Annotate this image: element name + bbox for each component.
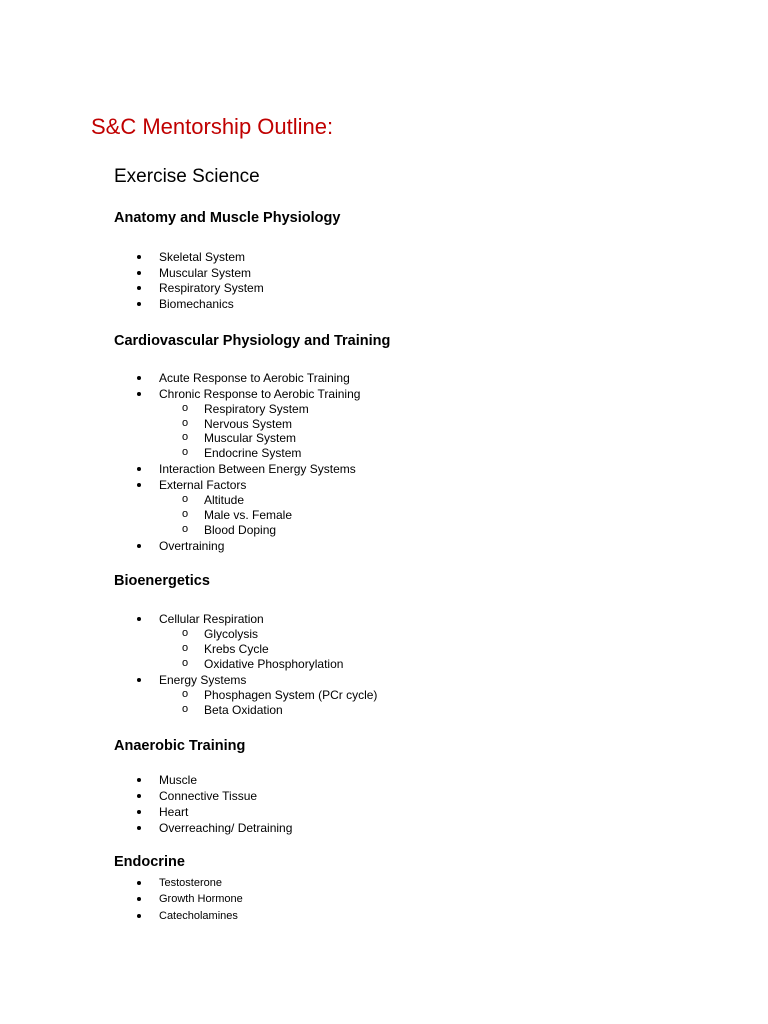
topic-heading-anatomy: Anatomy and Muscle Physiology xyxy=(114,210,341,226)
list-item: Biomechanics xyxy=(159,297,234,311)
list-item: Overtraining xyxy=(159,539,225,553)
list-item: Muscular System xyxy=(159,266,252,280)
topic-heading-anaerobic: Anaerobic Training xyxy=(114,738,246,754)
sub-list-item: o Endocrine System xyxy=(204,446,301,460)
list-item: Connective Tissue xyxy=(159,789,258,803)
list-item: Respiratory System xyxy=(159,281,264,295)
sub-list-item: o Krebs Cycle xyxy=(204,642,269,656)
list-item: Acute Response to Aerobic Training xyxy=(159,371,350,385)
list-item: Overreaching/ Detraining xyxy=(159,821,293,835)
sub-list-item: o Respiratory System xyxy=(204,402,309,416)
topic-heading-bioenergetics: Bioenergetics xyxy=(114,573,210,589)
topic-heading-endocrine: Endocrine xyxy=(114,854,185,870)
list-item: Muscle xyxy=(159,773,198,787)
list-item: Testosterone xyxy=(159,877,222,889)
list-item: Growth Hormone xyxy=(159,893,243,905)
list-item: Skeletal System xyxy=(159,250,246,264)
list-item: Interaction Between Energy Systems xyxy=(159,462,356,476)
sub-list-item: o Oxidative Phosphorylation xyxy=(204,657,343,671)
sub-list-item: o Blood Doping xyxy=(204,523,276,537)
topic-heading-cardio: Cardiovascular Physiology and Training xyxy=(114,333,391,349)
list-item: Chronic Response to Aerobic Training xyxy=(159,387,361,401)
sub-list-item: o Glycolysis xyxy=(204,627,258,641)
list-item: Heart xyxy=(159,805,189,819)
page-title: S&C Mentorship Outline: xyxy=(91,114,334,139)
list-item: External Factors xyxy=(159,478,247,492)
list-item: Energy Systems xyxy=(159,673,247,687)
section-heading: Exercise Science xyxy=(114,166,260,187)
sub-list-item: o Beta Oxidation xyxy=(204,703,283,717)
list-item: Cellular Respiration xyxy=(159,612,264,626)
sub-list-item: o Nervous System xyxy=(204,417,292,431)
sub-list-item: o Altitude xyxy=(204,493,244,507)
sub-list-item: o Male vs. Female xyxy=(204,508,292,522)
list-item: Catecholamines xyxy=(159,910,238,922)
sub-list-item: o Muscular System xyxy=(204,431,296,445)
sub-list-item: o Phosphagen System (PCr cycle) xyxy=(204,688,377,702)
